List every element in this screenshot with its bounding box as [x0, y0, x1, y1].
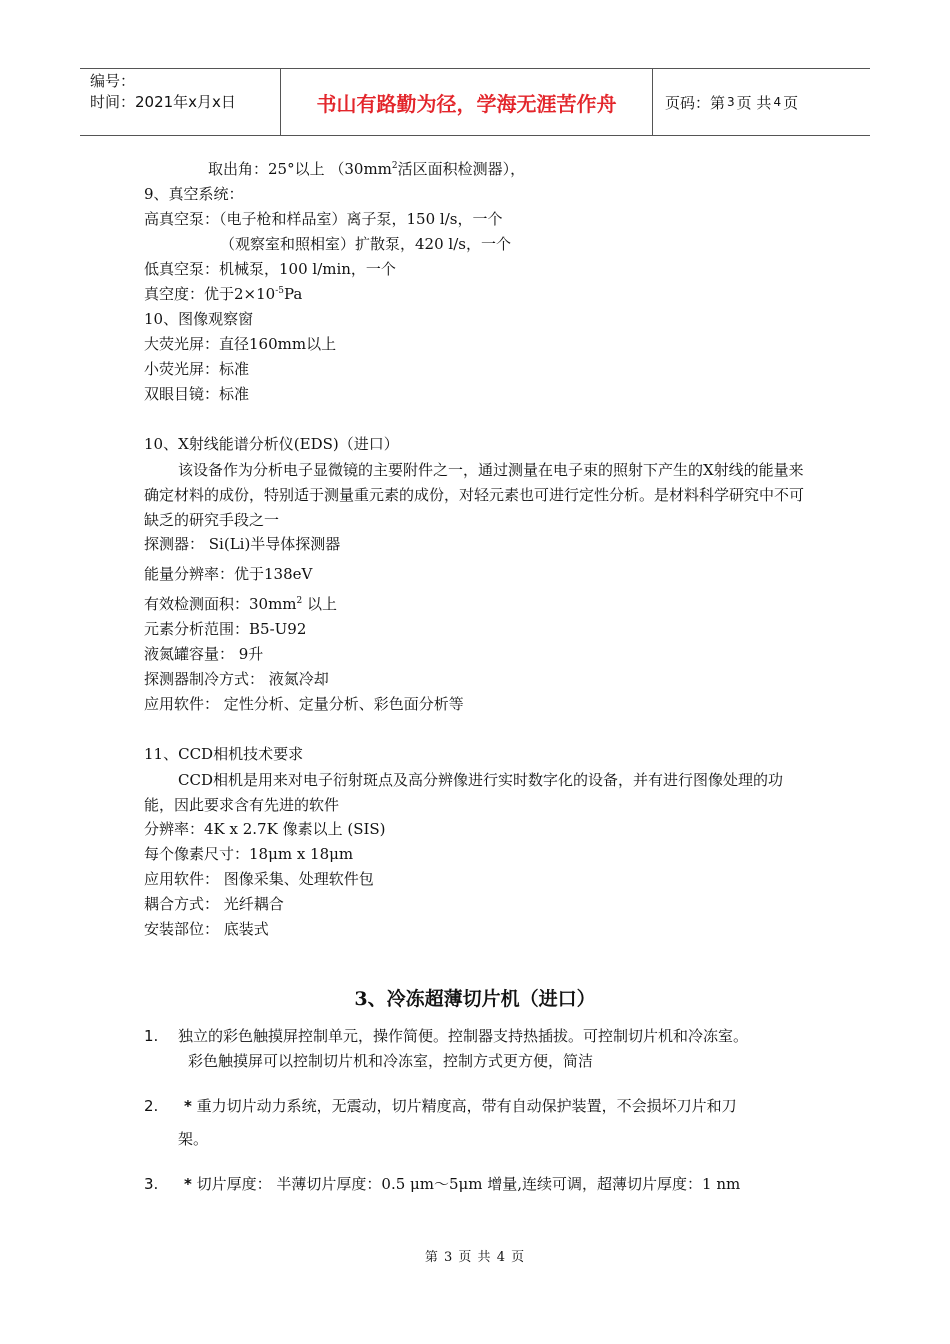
- number-label: 编号：: [90, 72, 136, 90]
- header-page-info: [653, 69, 870, 135]
- text-line: 取出角：25°以上 （$30mm^2$活区面积检测器），: [208, 160, 526, 178]
- text-line: 10、图像观察窗: [144, 310, 254, 328]
- text-line: 探测器制冷方式： 液氮冷却: [144, 670, 329, 688]
- list-text: 架。: [178, 1130, 209, 1148]
- header-motto: 书山有路勤为径，学海无涯苦作舟: [281, 69, 653, 135]
- date-text: 时间：2021年x月x日: [90, 93, 236, 111]
- text-line: 耦合方式： 光纤耦合: [144, 895, 284, 913]
- text-line: （观察室和照相室）扩散泵，420 l/s，一个: [220, 235, 511, 253]
- list-text: * 重力切片动力系统，无震动，切片精度高，带有自动保护装置，不会损坏刀片和刀: [184, 1097, 737, 1115]
- text-line: 9、真空系统：: [144, 185, 244, 203]
- list-text: 独立的彩色触摸屏控制单元，操作简便。控制器支持热插拔。可控制切片机和冷冻室。: [178, 1027, 749, 1045]
- page-suffix: 页: [783, 93, 799, 112]
- paragraph: CCD相机是用来对电子衍射斑点及高分辨像进行实时数字化的设备，并有进行图像处理的功能，因此要求含有先进的软件: [144, 771, 783, 814]
- page-total: 4: [773, 95, 782, 109]
- section-heading: 11、CCD相机技术要求: [144, 745, 304, 763]
- text-line: 安装部位： 底装式: [144, 920, 269, 938]
- page-prefix: 页码：第: [665, 93, 726, 112]
- text-line: 大荧光屏：直径160mm以上: [144, 335, 337, 353]
- text-line: 应用软件： 定性分析、定量分析、彩色面分析等: [144, 695, 464, 713]
- text-line: 低真空泵：机械泵，100 l/min，一个: [144, 260, 396, 278]
- required-star: *: [184, 1175, 192, 1193]
- list-text: 彩色触摸屏可以控制切片机和冷冻室，控制方式更方便，简洁: [188, 1052, 594, 1070]
- text-line: 真空度：优于$2\times 10^{-5}Pa$: [144, 285, 303, 303]
- section-heading: 10、X射线能谱分析仪(EDS)（进口）: [144, 435, 399, 453]
- page-number: 3: [727, 95, 735, 109]
- text-line: 小荧光屏：标准: [144, 360, 250, 378]
- text-line: 应用软件： 图像采集、处理软件包: [144, 870, 374, 888]
- header-table: [80, 68, 870, 136]
- text-line: 有效检测面积：$30mm^2$ 以上: [144, 595, 338, 613]
- paragraph: 该设备作为分析电子显微镜的主要附件之一，通过测量在电子束的照射下产生的X射线的能量来确定材料的成份，特别适于测量重元素的成份，对轻元素也可进行定性分析。是材料科学研究中不可缺乏的研究手段之一: [144, 461, 805, 529]
- text-line: 元素分析范围：B5-U92: [144, 620, 307, 638]
- list-number: 3.: [144, 1175, 159, 1193]
- text-line: 双眼目镜：标准: [144, 385, 250, 403]
- required-star: *: [184, 1097, 192, 1115]
- list-number: 2.: [144, 1097, 159, 1115]
- header-meta: [80, 69, 281, 135]
- text-line: 液氮罐容量： 9升: [144, 645, 264, 663]
- text-line: 探测器： Si(Li)半导体探测器: [144, 535, 341, 553]
- text-line: 分辨率：4K x 2.7K 像素以上 (SIS): [144, 820, 386, 838]
- page-footer: 第 3 页 共 4 页: [424, 1250, 526, 1265]
- text-line: 高真空泵：（电子枪和样品室）离子泵，150 l/s，一个: [144, 210, 503, 228]
- list-text: * 切片厚度： 半薄切片厚度：0.5 μm～5μm 增量,连续可调，超薄切片厚度：1 nm: [184, 1175, 741, 1193]
- text-line: 能量分辨率：优于138eV: [144, 565, 313, 583]
- text-line: 每个像素尺寸：18μm x 18μm: [144, 845, 354, 863]
- page-mid: 页 共: [736, 93, 772, 112]
- section-title: 3、冷冻超薄切片机（进口）: [354, 988, 596, 1010]
- list-number: 1.: [144, 1027, 159, 1045]
